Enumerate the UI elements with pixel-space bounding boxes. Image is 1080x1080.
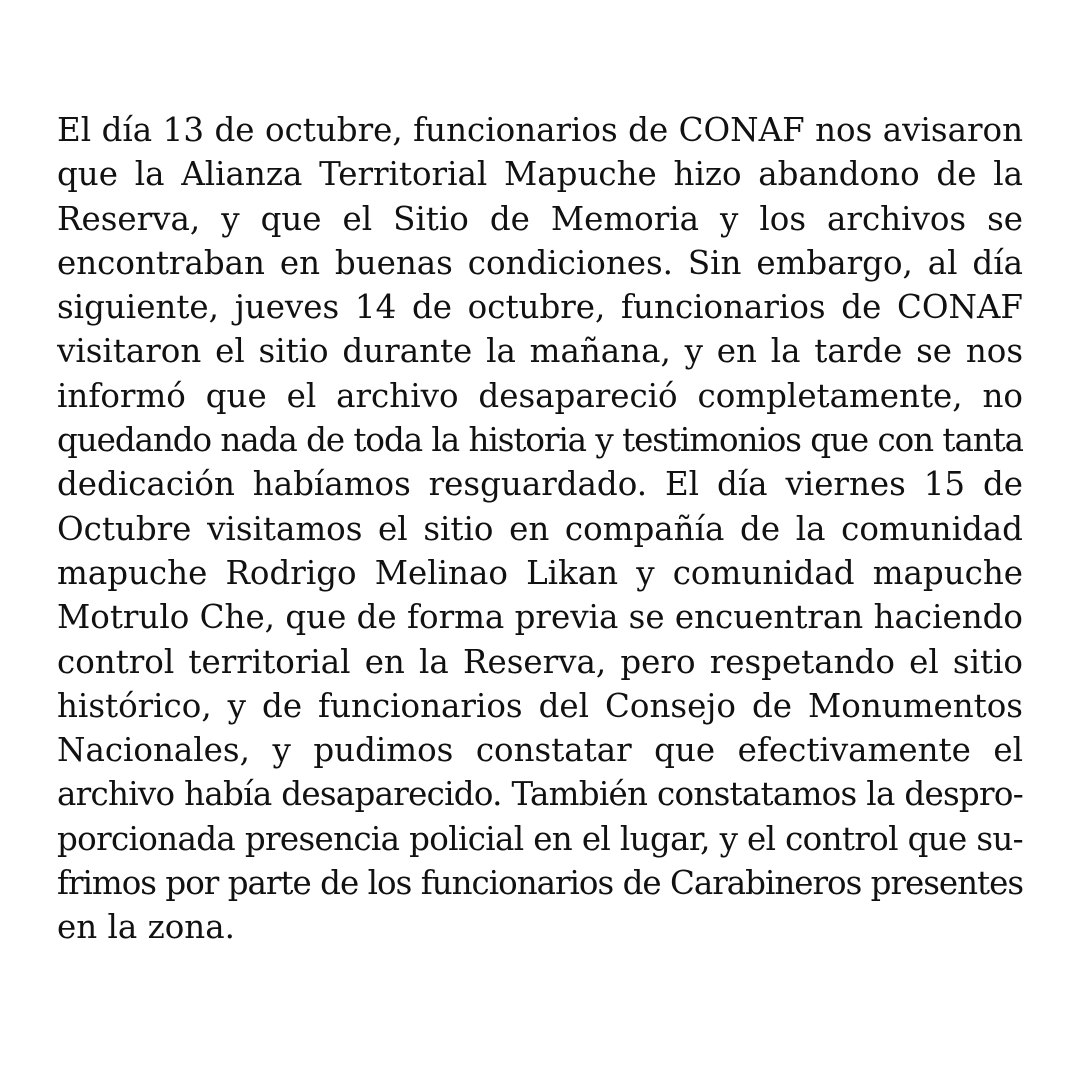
paragraph-line: encontraban en buenas condiciones. Sin embargo, al día <box>57 243 1023 282</box>
paragraph-line: en la zona. <box>57 908 235 947</box>
paragraph-line: histórico, y de funcionarios del Consejo de Monumentos <box>57 686 1023 725</box>
paragraph-line: control territorial en la Reserva, pero respetando el sitio <box>57 642 1023 681</box>
paragraph-line: siguiente, jueves 14 de octubre, funcionarios de CONAF <box>57 288 1023 327</box>
paragraph-line: quedando nada de toda la historia y testimonios que con tanta <box>57 421 1023 460</box>
paragraph-line: Octubre visitamos el sitio en compañía de la comunidad <box>57 509 1023 548</box>
paragraph-line: porcionada presencia policial en el lugar, y el control que su- <box>57 819 1023 858</box>
paragraph-line: Motrulo Che, que de forma previa se encuentran haciendo <box>57 598 1023 637</box>
paragraph-line: visitaron el sitio durante la mañana, y en la tarde se nos <box>57 332 1023 371</box>
paragraph-line: Reserva, y que el Sitio de Memoria y los archivos se <box>57 199 1023 238</box>
paragraph <box>57 108 1023 950</box>
paragraph-line: mapuche Rodrigo Melinao Likan y comunidad mapuche <box>57 553 1023 592</box>
paragraph-line: que la Alianza Territorial Mapuche hizo abandono de la <box>57 155 1023 194</box>
paragraph-line: El día 13 de octubre, funcionarios de CONAF nos avisaron <box>57 111 1023 149</box>
paragraph-line: informó que el archivo desapareció completamente, no <box>57 376 1023 415</box>
paragraph-line: Nacionales, y pudimos constatar que efectivamente el <box>57 731 1023 770</box>
paragraph-line: dedicación habíamos resguardado. El día viernes 15 de <box>57 465 1023 504</box>
paragraph-line: archivo había desaparecido. También constatamos la despro- <box>57 775 1023 814</box>
paragraph-line: frimos por parte de los funcionarios de Carabineros presentes <box>57 864 1023 903</box>
